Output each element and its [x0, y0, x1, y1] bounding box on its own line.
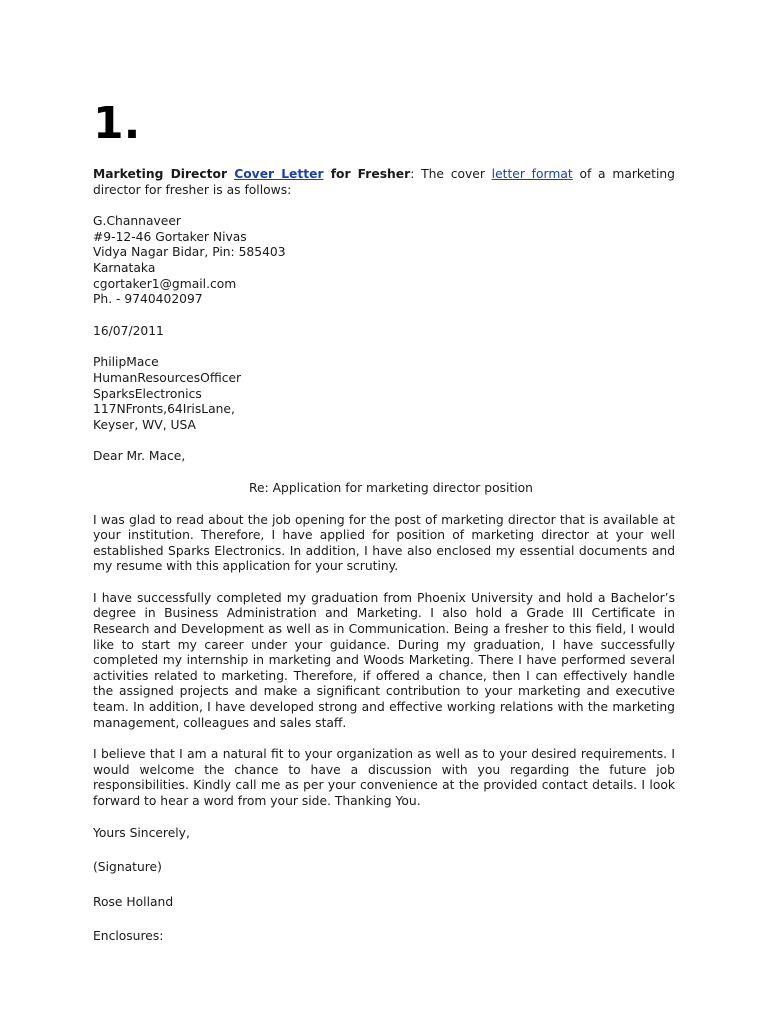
intro-title-start: Marketing Director — [93, 167, 235, 181]
letter-date: 16/07/2011 — [93, 323, 164, 338]
letter-body — [93, 167, 675, 945]
sender-email: cgortaker1@gmail.com — [93, 276, 237, 291]
recipient-street: 117NFronts,64IrisLane, — [93, 402, 235, 417]
recipient-address — [93, 355, 675, 433]
recipient-company: SparksElectronics — [93, 386, 202, 401]
body-paragraph-1: I was glad to read about the job opening for the post of marketing director that is available at your institution. Therefore, I have applied for position of marketing director at your well established Sparks Electronics. In addition, I have also enclosed my essential documents and my resume with this application for your scrutiny. — [93, 512, 675, 574]
sender-address — [93, 214, 675, 308]
salutation: Dear Mr. Mace, — [93, 449, 186, 464]
sender-name: G.Channaveer — [93, 214, 181, 229]
intro-text-end: of a marketing director for fresher is as follows: — [93, 167, 675, 197]
letter-format-link[interactable]: letter format — [491, 167, 573, 181]
intro-title-end: for Fresher — [323, 167, 411, 181]
intro-text-start: : The cover — [410, 167, 492, 181]
intro-paragraph — [93, 167, 675, 198]
section-number: 1. — [93, 98, 141, 149]
sender-phone: Ph. - 9740402097 — [93, 292, 203, 307]
cover-letter-link[interactable]: Cover Letter — [234, 167, 324, 181]
closing: Yours Sincerely, — [93, 825, 190, 840]
subject-line: Re: Application for marketing director position — [249, 480, 533, 495]
recipient-city: Keyser, WV, USA — [93, 417, 196, 432]
sender-city: Vidya Nagar Bidar, Pin: 585403 — [93, 245, 286, 260]
signature-placeholder: (Signature) — [93, 860, 162, 875]
body-paragraph-2: I have successfully completed my graduation from Phoenix University and hold a Bachelor’s degree in Business Administration and Marketing. I also hold a Grade III Certificate in Research and Development as well as in Communication. Being a fresher to this field, I would like to start my career under your guidance. During my graduation, I have successfully completed my internship in marketing and Woods Marketing. There I have performed several activities related to marketing. Therefore, if offered a chance, then I can effectively handle the assigned projects and make a significant contribution to your marketing and executive team. In addition, I have developed strong and effective working relations with the marketing management, colleagues and sales staff. — [93, 590, 675, 730]
sender-street: #9-12-46 Gortaker Nivas — [93, 229, 247, 244]
enclosures-label: Enclosures: — [93, 929, 164, 944]
intro-title — [93, 167, 410, 181]
recipient-name: PhilipMace — [93, 355, 159, 370]
body-paragraph-3: I believe that I am a natural fit to your organization as well as to your desired requirements. I would welcome the chance to have a discussion with you regarding the future job responsibilities. Kindly call me as per your convenience at the provided contact details. I look forward to hear a word from your side. Thanking You. — [93, 747, 675, 808]
signer-name: Rose Holland — [93, 894, 174, 909]
sender-state: Karnataka — [93, 260, 156, 275]
recipient-title: HumanResourcesOfficer — [93, 370, 242, 385]
